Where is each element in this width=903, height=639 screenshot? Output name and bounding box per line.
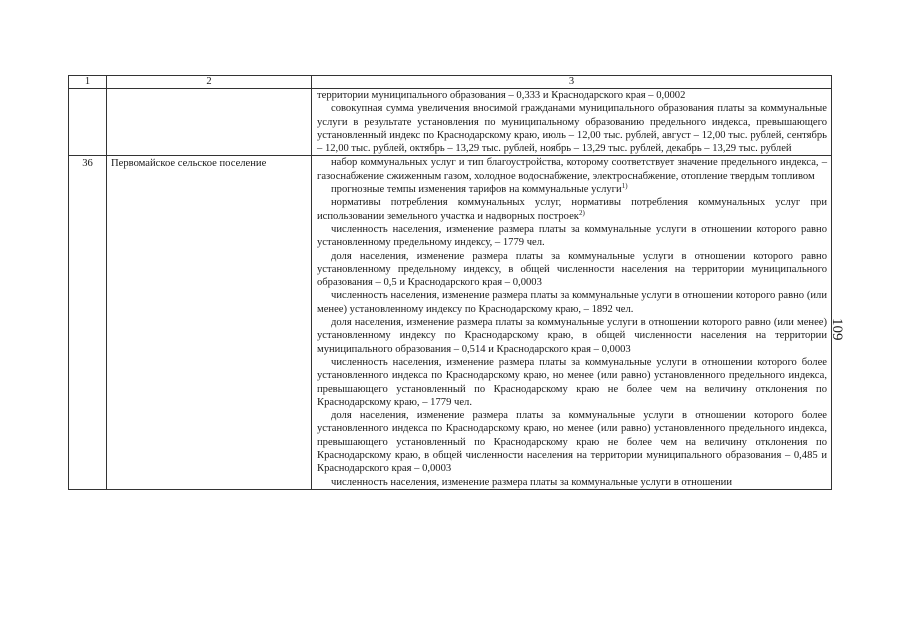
continuation-name-cell	[107, 89, 312, 156]
paragraph	[317, 183, 827, 196]
paragraph: численность населения, изменение размера платы за коммунальные услуги в отношении которого равно установленному предельному индексу, – 1779 чел.	[317, 223, 827, 249]
row-content-cell	[312, 156, 832, 489]
paragraph: доля населения, изменение размера платы за коммунальные услуги в отношении которого более установленного индекса по Краснодарскому краю, но менее (или равно) установленного предельного индекса, превышающего установленный по Краснодарскому краю не более чем на величину отклонения по Краснодарскому краю, в общей численности населения на территории муниципального образования – 0,485 и Краснодарского края – 0,0003	[317, 410, 827, 475]
table-row-36	[69, 156, 832, 489]
page-number: 109	[829, 318, 845, 341]
paragraph: доля населения, изменение размера платы за коммунальные услуги в отношении которого равно (или менее) установленному индексу по Краснодарскому краю, в общей численности населения на территории муниципального образования – 0,514 и Краснодарского края – 0,0003	[317, 317, 827, 355]
header-col-2: 2	[107, 76, 312, 89]
paragraph: набор коммунальных услуг и тип благоустройства, которому соответствует значение предельного индекса, – газоснабжение сжиженным газом, холодное водоснабжение, электроснабжение, отопление твердым топливом	[317, 157, 827, 182]
municipality-name: Первомайское сельское поселение	[107, 156, 312, 489]
paragraph-text: нормативы потребления коммунальных услуг, нормативы потребления коммунальных услуг при использовании земельного участка и надворных построек	[317, 197, 827, 222]
footnote-ref: 2)	[578, 208, 585, 217]
paragraph: численность населения, изменение размера платы за коммунальные услуги в отношении	[331, 476, 733, 488]
header-col-1: 1	[69, 76, 107, 89]
paragraph-text: прогнозные темпы изменения тарифов на коммунальные услуги	[331, 184, 622, 196]
paragraph: численность населения, изменение размера платы за коммунальные услуги в отношении которого более установленного индекса по Краснодарскому краю, но менее (или равно) установленного предельного индекса, превышающего установленный по Краснодарскому краю не более чем на величину отклонения по Краснодарскому краю, – 1779 чел.	[317, 356, 827, 408]
paragraph: территории муниципального образования – 0,333 и Краснодарского края – 0,0002	[317, 90, 686, 101]
continuation-content-cell	[312, 89, 832, 156]
footnote-ref: 1)	[621, 182, 628, 191]
paragraph	[317, 196, 827, 223]
paragraph: доля населения, изменение размера платы за коммунальные услуги в отношении которого равно установленному предельному индексу, в общей численности населения на территории муниципального образования – 0,5 и Краснодарского края – 0,0003	[317, 250, 827, 289]
table-header-row	[69, 76, 832, 89]
paragraph: совокупная сумма увеличения вносимой гражданами муниципального образования платы за коммунальные услуги в результате установления по муниципальному образованию предельного индекса, превышающего установленный индекс по Краснодарскому краю, июль – 12,00 тыс. рублей, август – 12,00 тыс. рублей, сентябрь – 12,00 тыс. рублей, октябрь – 13,29 тыс. рублей, ноябрь – 13,29 тыс. рублей, декабрь – 13,29 тыс. рублей	[317, 103, 827, 155]
continuation-number-cell	[69, 89, 107, 156]
table-row-continuation	[69, 89, 832, 156]
data-table	[68, 75, 832, 490]
header-col-3: 3	[312, 76, 832, 89]
paragraph: численность населения, изменение размера платы за коммунальные услуги в отношении которого равно (или менее) установленному индексу по Краснодарскому краю, – 1892 чел.	[317, 290, 827, 315]
row-number: 36	[69, 156, 107, 489]
